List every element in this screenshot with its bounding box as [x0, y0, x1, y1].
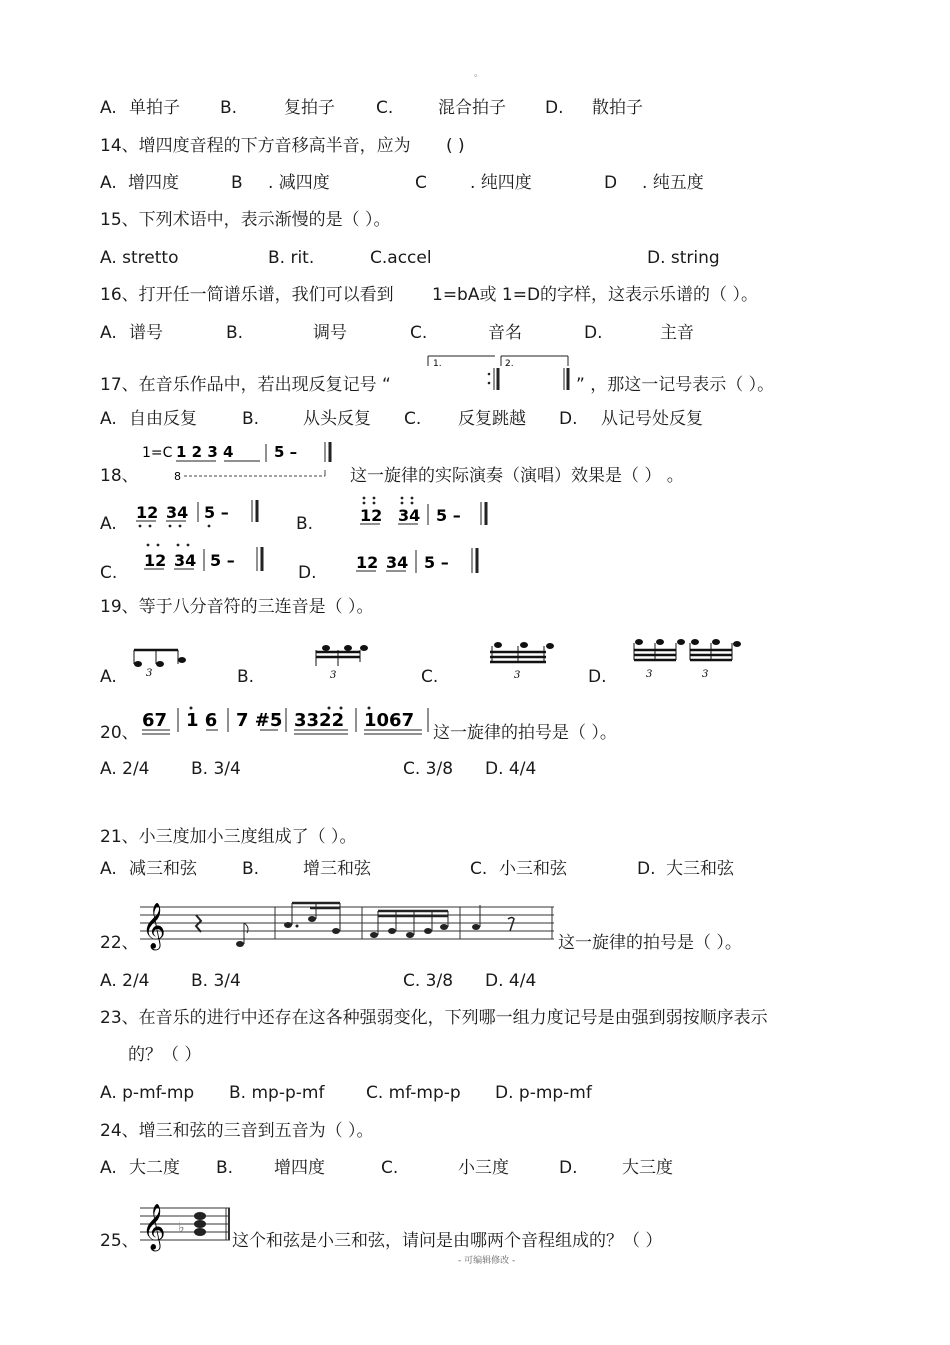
- svg-text:3: 3: [330, 670, 337, 681]
- q23-option-a: A. p-mf-mp: [100, 1083, 195, 1103]
- q14-option-c-text: . 纯四度: [470, 173, 532, 193]
- q13-option-a-text: 单拍子: [129, 98, 180, 118]
- q22-option-c: C. 3/8: [403, 971, 454, 991]
- q17-option-d-text: 从记号处反复: [601, 409, 703, 429]
- q14-option-d-letter: D: [604, 173, 618, 193]
- q18-notes: 1 2 3 4: [176, 443, 234, 461]
- svg-text:34: 34: [174, 551, 197, 570]
- q24-option-b-letter: B.: [216, 1158, 234, 1178]
- svg-text:5 –: 5 –: [210, 551, 235, 570]
- q24-option-a-letter: A.: [100, 1158, 117, 1178]
- q17-option-d-letter: D.: [559, 409, 578, 429]
- footer-mark: - 可编辑修改 -: [458, 1256, 516, 1266]
- q18-option-d-letter: D.: [298, 563, 317, 583]
- q16-option-b-text: 调号: [313, 323, 347, 343]
- treble-clef-icon: 𝄞: [142, 1204, 166, 1250]
- svg-text:12: 12: [356, 553, 379, 572]
- q13-option-c-text: 混合拍子: [438, 98, 506, 118]
- q21-option-a-text: 减三和弦: [129, 859, 197, 879]
- q22-number: 22、: [100, 933, 139, 953]
- q14-option-d-text: . 纯五度: [642, 173, 704, 193]
- q19-stem: 19、等于八分音符的三连音是（ ）。: [100, 597, 374, 617]
- q17-stem: 17、在音乐作品中，若出现反复记号 “: [100, 375, 391, 395]
- q18-option-c-letter: C.: [100, 563, 118, 583]
- q13-option-c-letter: C.: [376, 98, 394, 118]
- q16-option-d-letter: D.: [584, 323, 603, 343]
- svg-text:12: 12: [144, 551, 167, 570]
- q18-ottava-mark: 8: [174, 470, 181, 483]
- q24-option-b-text: 增四度: [274, 1158, 325, 1178]
- svg-text:3: 3: [646, 669, 653, 680]
- q23-option-b: B. mp-p-mf: [229, 1083, 325, 1103]
- svg-text:1067: 1067: [364, 710, 415, 731]
- q15-option-c: C.accel: [370, 248, 432, 268]
- svg-text:5 –: 5 –: [436, 506, 461, 525]
- q13-option-b-text: 复拍子: [284, 98, 335, 118]
- header-mark: 。: [474, 69, 484, 79]
- q25-stem: 这个和弦是小三和弦，请问是由哪两个音程组成的？（ ）: [232, 1231, 663, 1251]
- q17-option-b-letter: B.: [242, 409, 260, 429]
- q15-option-b: B. rit.: [268, 248, 315, 268]
- q24-option-c-text: 小三度: [458, 1158, 509, 1178]
- svg-text:12: 12: [136, 503, 159, 522]
- q14-stem: 14、增四度音程的下方音移高半音，应为: [100, 136, 411, 156]
- q22-option-d: D. 4/4: [485, 971, 537, 991]
- q16-option-a-letter: A.: [100, 323, 117, 343]
- svg-text:5 –: 5 –: [424, 553, 449, 572]
- q20-stem: 这一旋律的拍号是（ ）。: [433, 723, 617, 743]
- q19-option-c-letter: C.: [421, 667, 439, 687]
- q14-option-b-letter: B: [231, 173, 243, 193]
- q13-option-a-letter: A.: [100, 98, 117, 118]
- treble-clef-icon: 𝄞: [142, 903, 166, 949]
- q21-option-c-letter: C.: [470, 859, 488, 879]
- svg-text:34: 34: [166, 503, 189, 522]
- q18-option-d-notation: [352, 546, 492, 578]
- q21-option-d-letter: D.: [637, 859, 656, 879]
- q13-option-d-text: 散拍子: [592, 98, 643, 118]
- q17-option-a-letter: A.: [100, 409, 117, 429]
- q24-option-d-letter: D.: [559, 1158, 578, 1178]
- q18-melody-notation: [140, 440, 340, 484]
- q22-staff-notation: [140, 895, 558, 951]
- q22-option-b: B. 3/4: [191, 971, 241, 991]
- svg-text:7 #5: 7 #5: [236, 710, 283, 731]
- q21-option-c-text: 小三和弦: [499, 859, 567, 879]
- q16-stem-continued: 1=bA或 1=D的字样，这表示乐谱的（ ）。: [432, 285, 758, 305]
- q16-option-c-text: 音名: [488, 323, 522, 343]
- q21-stem: 21、小三度加小三度组成了（ ）。: [100, 827, 357, 847]
- q18-key-signature: 1=C: [142, 445, 173, 461]
- q18-option-b-letter: B.: [296, 514, 314, 534]
- q18-stem: 这一旋律的实际演奏（演唱）效果是（ ） 。: [350, 466, 684, 486]
- q21-option-d-text: 大三和弦: [666, 859, 734, 879]
- q24-option-a-text: 大二度: [129, 1158, 180, 1178]
- q23-stem: 23、在音乐的进行中还存在这各种强弱变化，下列哪一组力度记号是由强到弱按顺序表示: [100, 1008, 768, 1028]
- q18-option-a-letter: A.: [100, 514, 117, 534]
- flat-icon: ♭: [178, 1220, 185, 1236]
- svg-text:3: 3: [514, 670, 521, 681]
- q17-option-b-text: 从头反复: [303, 409, 371, 429]
- q16-stem: 16、打开任一简谱乐谱，我们可以看到: [100, 285, 394, 305]
- q13-option-b-letter: B.: [220, 98, 238, 118]
- q25-chord-notation: [140, 1196, 232, 1252]
- q16-option-b-letter: B.: [226, 323, 244, 343]
- q24-stem: 24、增三和弦的三音到五音为（ ）。: [100, 1121, 374, 1141]
- q18-option-b-notation: [356, 494, 496, 530]
- svg-text:12: 12: [360, 506, 383, 525]
- q14-option-a-letter: A.: [100, 173, 117, 193]
- q19-option-a-triplet: [130, 642, 190, 678]
- q22-option-a: A. 2/4: [100, 971, 150, 991]
- q24-option-d-text: 大三度: [622, 1158, 673, 1178]
- q23-option-d: D. p-mp-mf: [495, 1083, 592, 1103]
- svg-text:34: 34: [386, 553, 409, 572]
- svg-text:34: 34: [398, 506, 421, 525]
- q20-number: 20、: [100, 723, 139, 743]
- repeat-volta-symbol: [425, 352, 575, 394]
- q18-option-a-notation: [134, 498, 264, 534]
- q15-option-d: D. string: [647, 248, 720, 268]
- svg-text:3322: 3322: [294, 710, 345, 731]
- q19-option-b-letter: B.: [237, 667, 255, 687]
- svg-text:5 –: 5 –: [204, 503, 229, 522]
- q20-option-d: D. 4/4: [485, 759, 537, 779]
- q21-option-b-text: 增三和弦: [303, 859, 371, 879]
- q19-option-a-letter: A.: [100, 667, 117, 687]
- q13-option-d-letter: D.: [545, 98, 564, 118]
- q19-option-d-triplet: [630, 638, 744, 680]
- q24-option-c-letter: C.: [381, 1158, 399, 1178]
- q20-melody-notation: [140, 702, 432, 742]
- q17-option-c-text: 反复跳越: [458, 409, 526, 429]
- q14-option-a-text: 增四度: [128, 173, 179, 193]
- q16-option-a-text: 谱号: [129, 323, 163, 343]
- q21-option-a-letter: A.: [100, 859, 117, 879]
- svg-text:1 6: 1 6: [186, 710, 218, 731]
- svg-text:3: 3: [702, 669, 709, 680]
- volta-1-label: 1.: [433, 359, 442, 369]
- svg-text:67: 67: [142, 710, 168, 731]
- q21-option-b-letter: B.: [242, 859, 260, 879]
- q15-stem: 15、下列术语中，表示渐慢的是（ ）。: [100, 210, 391, 230]
- q22-stem: 这一旋律的拍号是（ ）。: [558, 933, 742, 953]
- q20-option-c: C. 3/8: [403, 759, 454, 779]
- q14-option-b-text: . 减四度: [268, 173, 330, 193]
- q15-option-a: A. stretto: [100, 248, 179, 268]
- svg-text:3: 3: [146, 668, 153, 679]
- q23-stem-line2: 的？（ ）: [128, 1045, 202, 1065]
- volta-2-label: 2.: [505, 359, 514, 369]
- q23-option-c: C. mf-mp-p: [366, 1083, 461, 1103]
- q25-number: 25、: [100, 1231, 139, 1251]
- q18-option-c-notation: [140, 541, 270, 577]
- q20-option-a: A. 2/4: [100, 759, 150, 779]
- q20-option-b: B. 3/4: [191, 759, 241, 779]
- q14-answer-paren: ( ): [446, 136, 465, 156]
- q18-tail: 5 –: [274, 443, 298, 461]
- q19-option-d-letter: D.: [588, 667, 607, 687]
- q17-option-c-letter: C.: [404, 409, 422, 429]
- q19-option-b-triplet: [312, 644, 372, 680]
- q17-stem-end: ” ，那这一记号表示（ ）。: [576, 375, 775, 395]
- q19-option-c-triplet: [486, 642, 558, 680]
- q17-option-a-text: 自由反复: [129, 409, 197, 429]
- q18-number: 18、: [100, 466, 139, 486]
- q16-option-d-text: 主音: [660, 323, 694, 343]
- q16-option-c-letter: C.: [410, 323, 428, 343]
- q14-option-c-letter: C: [415, 173, 427, 193]
